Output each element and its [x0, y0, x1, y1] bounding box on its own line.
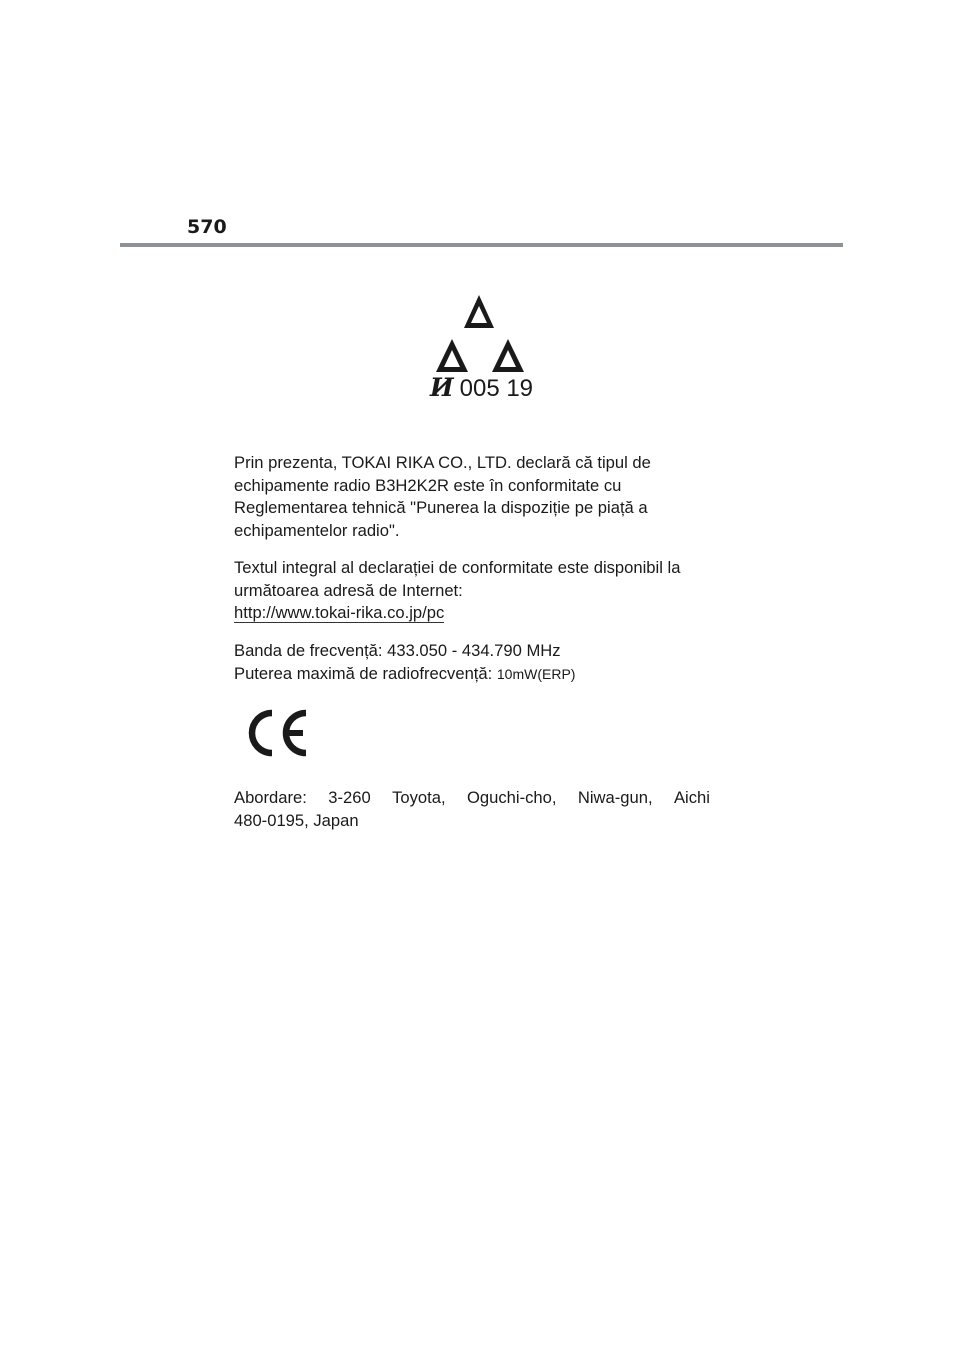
full-text-line: Textul integral al declarației de conformitate este disponibil la: [234, 558, 681, 577]
certification-code-number: 005 19: [459, 375, 534, 402]
declaration-line: echipamentelor radio".: [234, 520, 400, 540]
full-text-line: următoarea adresă de Internet:: [234, 580, 463, 600]
address-line: 480-0195, Japan: [234, 810, 359, 830]
address-line: [234, 787, 710, 810]
certification-code-prefix: И: [430, 373, 454, 402]
declaration-url-link[interactable]: http://www.tokai-rika.co.jp/pc: [234, 603, 445, 622]
address-word: Toyota,: [392, 788, 446, 807]
address-word: Niwa-gun,: [577, 788, 653, 807]
declaration-line: Prin prezenta, TOKAI RIKA CO., LTD. declară că tipul de: [234, 453, 651, 472]
max-power: [234, 663, 710, 686]
declaration-line: Reglementarea tehnică "Punerea la dispoziție pe piață a: [234, 498, 648, 517]
declaration-paragraph: [234, 452, 710, 542]
address-paragraph: [234, 787, 710, 832]
frequency-band: Banda de frecvență: 433.050 - 434.790 MHz: [234, 641, 561, 660]
header-divider: [120, 243, 843, 247]
address-word: 3-260: [328, 788, 371, 807]
page-number: 570: [187, 216, 227, 238]
max-power-label: Puterea maximă de radiofrecvență:: [234, 663, 493, 683]
max-power-value: 10mW(ERP): [496, 665, 576, 682]
certification-code: [430, 373, 533, 403]
radio-specs-paragraph: [234, 640, 710, 685]
full-text-paragraph: [234, 557, 710, 625]
address-word: Abordare:: [234, 788, 307, 807]
declaration-line: echipamente radio B3H2K2R este în conformitate cu: [234, 475, 622, 495]
address-word: Aichi: [673, 788, 710, 807]
address-word: Oguchi-cho,: [467, 788, 557, 807]
ce-mark-icon: [243, 708, 311, 758]
